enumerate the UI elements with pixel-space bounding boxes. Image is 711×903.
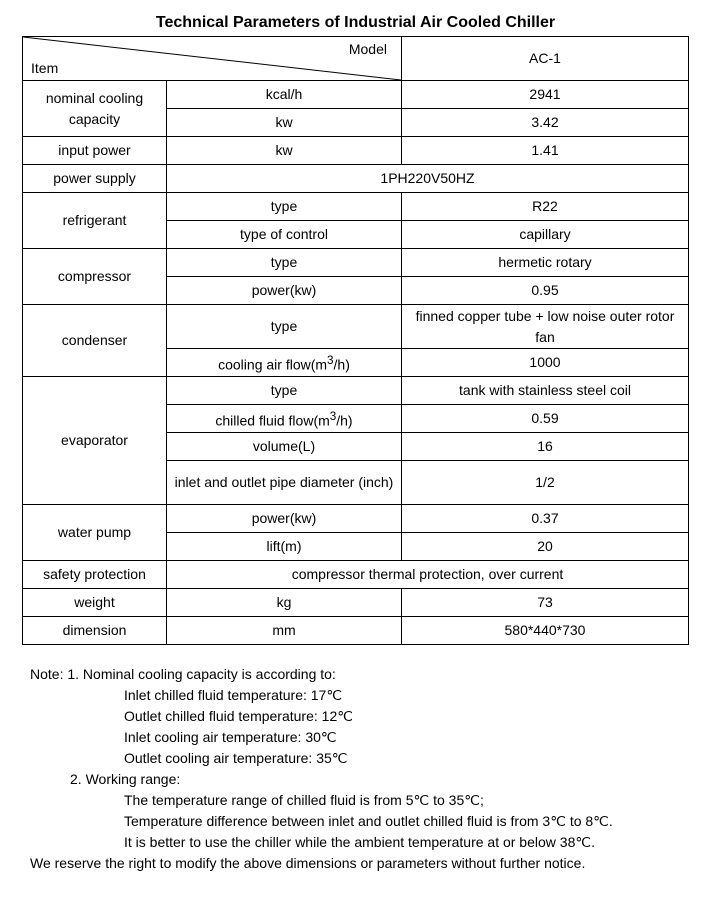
value-cell: 1.41 [402, 137, 689, 165]
note-line: It is better to use the chiller while the ambient temperature at or below 38℃. [124, 834, 595, 850]
unit-cell: kg [167, 589, 402, 617]
row-label-refrigerant: refrigerant [23, 193, 167, 249]
note-line: Outlet chilled fluid temperature: 12℃ [124, 708, 353, 724]
value-cell: compressor thermal protection, over current [167, 561, 689, 589]
model-label: Model [348, 41, 387, 57]
value-cell: capillary [402, 221, 689, 249]
value-cell: 0.59 [402, 405, 689, 433]
table-row [23, 81, 689, 109]
value-cell: 73 [402, 589, 689, 617]
note-line: 2. Working range: [70, 771, 181, 787]
unit-cell: lift(m) [167, 533, 402, 561]
table-row [23, 305, 689, 349]
row-label-power-supply: power supply [23, 165, 167, 193]
row-label-cooling: nominal cooling capacity [23, 81, 167, 137]
unit-cell: type [167, 305, 402, 349]
spec-table [22, 36, 689, 645]
table-row [23, 589, 689, 617]
unit-cell [167, 349, 402, 377]
note-line: Inlet chilled fluid temperature: 17℃ [124, 687, 343, 703]
unit-cell: type [167, 193, 402, 221]
note-line: Note: 1. Nominal cooling capacity is according to: [30, 666, 336, 682]
table-row [23, 561, 689, 589]
unit-cell: kw [167, 109, 402, 137]
row-label-dimension: dimension [23, 617, 167, 645]
row-label-water-pump: water pump [23, 505, 167, 561]
unit-cell: mm [167, 617, 402, 645]
table-row [23, 193, 689, 221]
note-line: Outlet cooling air temperature: 35℃ [124, 750, 348, 766]
row-label-compressor: compressor [23, 249, 167, 305]
value-cell: 16 [402, 433, 689, 461]
note-line: Temperature difference between inlet and outlet chilled fluid is from 3℃ to 8℃. [124, 813, 613, 829]
value-cell: 580*440*730 [402, 617, 689, 645]
note-line: We reserve the right to modify the above dimensions or parameters without further notice. [30, 855, 586, 871]
table-row [23, 377, 689, 405]
value-cell: 1/2 [402, 461, 689, 505]
value-cell: 2941 [402, 81, 689, 109]
unit-text: chilled fluid flow(m [215, 412, 330, 429]
row-label-input-power: input power [23, 137, 167, 165]
value-cell: hermetic rotary [402, 249, 689, 277]
unit-cell: type [167, 377, 402, 405]
value-cell: 1000 [402, 349, 689, 377]
table-row [23, 249, 689, 277]
unit-cell: power(kw) [167, 277, 402, 305]
notes-section [30, 664, 613, 874]
item-label: Item [31, 60, 59, 76]
value-cell: finned copper tube + low noise outer rotor fan [402, 305, 689, 349]
value-cell: 1PH220V50HZ [167, 165, 689, 193]
unit-superscript: 3 [327, 353, 334, 367]
value-cell: tank with stainless steel coil [402, 377, 689, 405]
value-cell: R22 [402, 193, 689, 221]
table-row [23, 505, 689, 533]
table-row [23, 617, 689, 645]
unit-cell: type [167, 249, 402, 277]
row-label-weight: weight [23, 589, 167, 617]
value-cell: 0.37 [402, 505, 689, 533]
value-cell: 0.95 [402, 277, 689, 305]
unit-text: /h) [333, 356, 350, 373]
unit-superscript: 3 [329, 409, 337, 423]
value-cell: 20 [402, 533, 689, 561]
unit-cell [167, 405, 402, 433]
value-cell: 3.42 [402, 109, 689, 137]
table-row [23, 137, 689, 165]
unit-cell: volume(L) [167, 433, 402, 461]
model-item-header [23, 37, 402, 81]
unit-text: /h) [336, 412, 353, 429]
unit-cell: inlet and outlet pipe diameter (inch) [167, 461, 402, 505]
unit-cell: power(kw) [167, 505, 402, 533]
unit-cell: kw [167, 137, 402, 165]
unit-cell: type of control [167, 221, 402, 249]
model-value: AC-1 [402, 37, 689, 81]
row-label-condenser: condenser [23, 305, 167, 377]
unit-text: cooling air flow(m [218, 356, 328, 373]
row-label-safety: safety protection [23, 561, 167, 589]
row-label-evaporator: evaporator [23, 377, 167, 505]
diagonal-line [23, 37, 401, 80]
table-row [23, 165, 689, 193]
header-row [23, 37, 689, 81]
note-line: The temperature range of chilled fluid is from 5℃ to 35℃; [124, 792, 484, 808]
note-line: Inlet cooling air temperature: 30℃ [124, 729, 337, 745]
unit-cell: kcal/h [167, 81, 402, 109]
document-title: Technical Parameters of Industrial Air Cooled Chiller [155, 14, 556, 31]
